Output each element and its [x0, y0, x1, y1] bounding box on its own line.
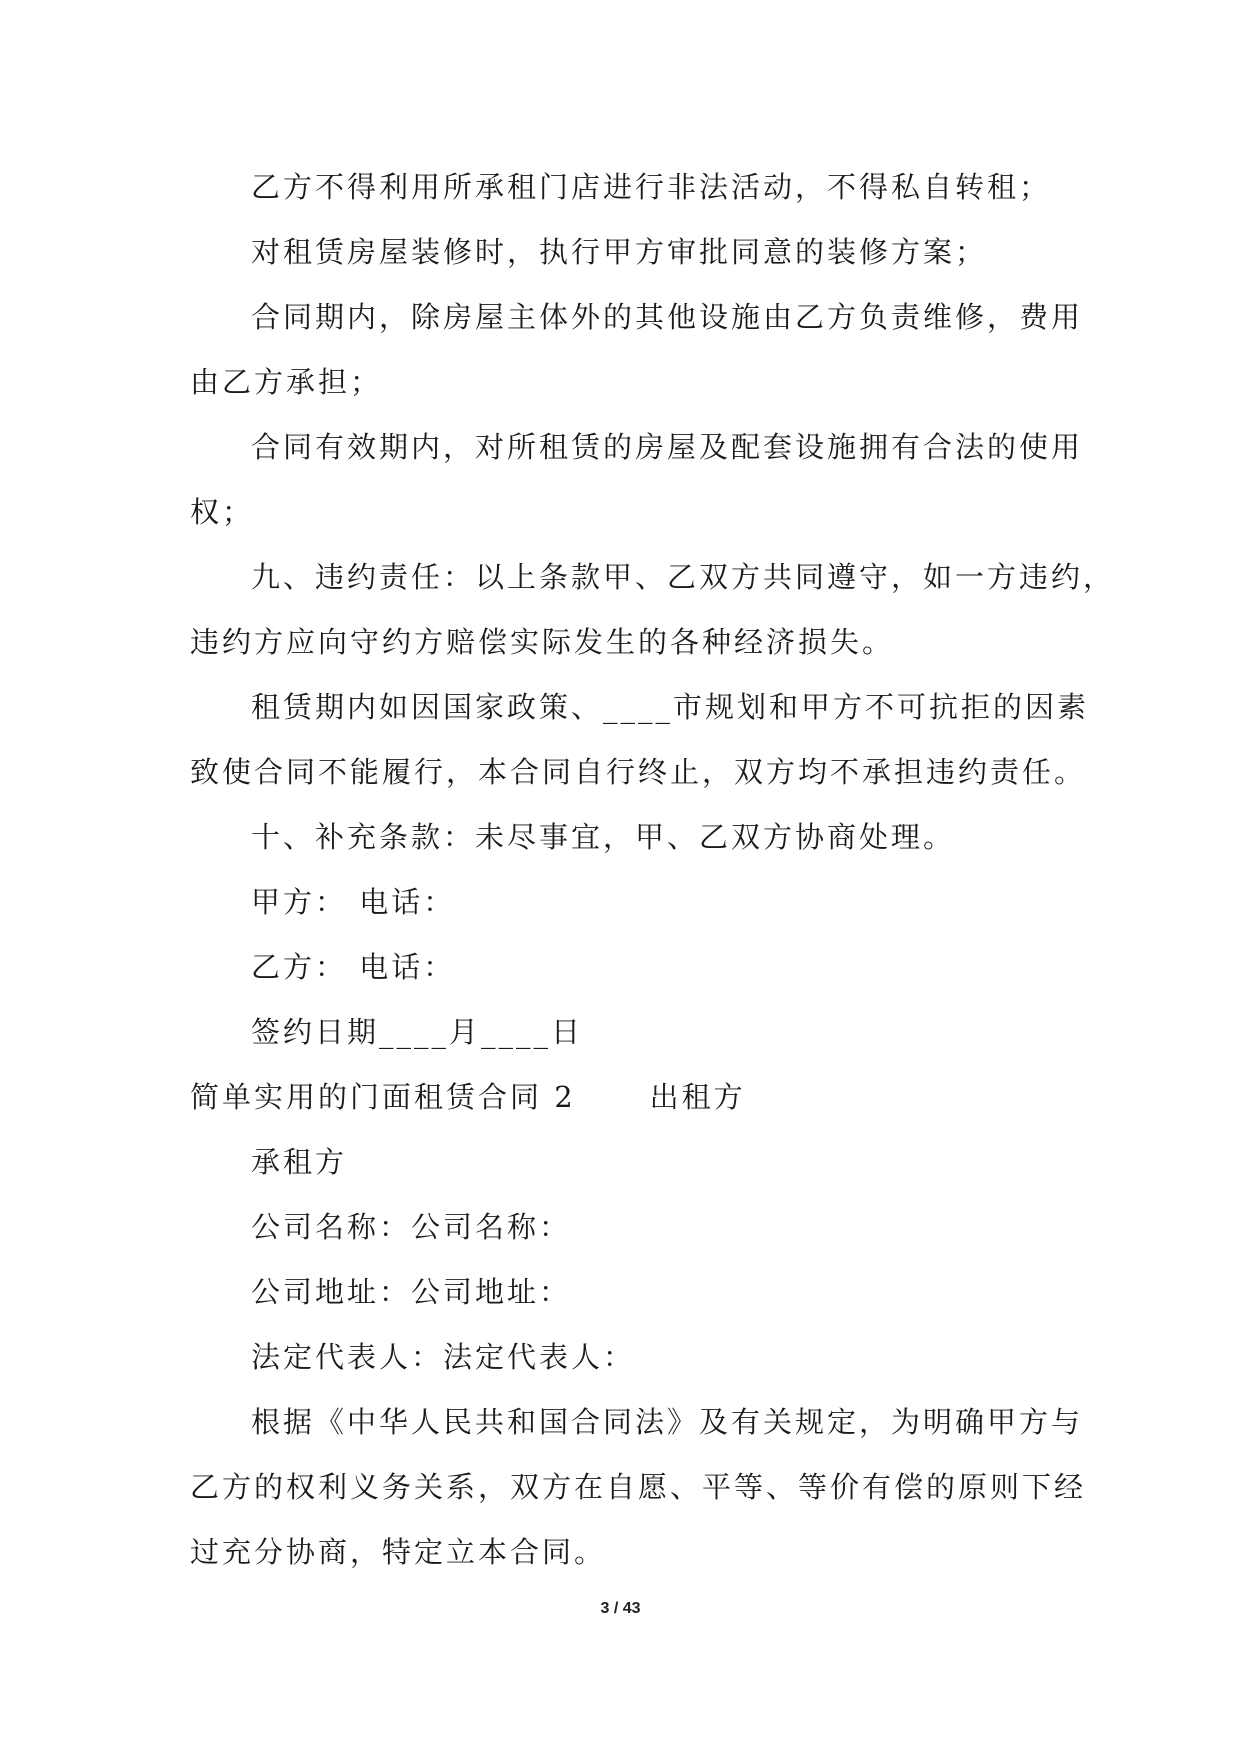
paragraph-line: 致使合同不能履行，本合同自行终止，双方均不承担违约责任。: [190, 755, 1087, 789]
document-body: [190, 155, 1116, 1585]
paragraph-line: 对租赁房屋装修时，执行甲方审批同意的装修方案；: [251, 235, 988, 269]
paragraph-line: 九、违约责任：以上条款甲、乙双方共同遵守，如一方违约，: [251, 560, 1116, 594]
company-address-line: 公司地址：公司地址：: [251, 1275, 572, 1309]
page-number: 3 / 43: [600, 1600, 641, 1617]
paragraph-line: 租赁期内如因国家政策、____市规划和甲方不可抗拒的因素: [251, 690, 1090, 724]
party-a-line: 甲方： 电话：: [251, 885, 456, 919]
paragraph-line: 过充分协商，特定立本合同。: [190, 1535, 607, 1569]
party-b-line: 乙方： 电话：: [251, 950, 456, 984]
paragraph-line: 权；: [190, 495, 255, 529]
paragraph-line: 根据《中华人民共和国合同法》及有关规定，为明确甲方与: [251, 1405, 1084, 1439]
section-title: 简单实用的门面租赁合同 2: [190, 1080, 576, 1114]
section-title-line: [190, 1065, 1060, 1130]
lessee-label: 承租方: [251, 1145, 348, 1179]
paragraph-line: 十、补充条款：未尽事宜，甲、乙双方协商处理。: [251, 820, 956, 854]
paragraph-line: 由乙方承担；: [190, 365, 383, 399]
paragraph-line: 乙方不得利用所承租门店进行非法活动，不得私自转租；: [251, 170, 1052, 204]
signing-date-line: 签约日期____月____日: [251, 1015, 584, 1049]
legal-representative-line: 法定代表人：法定代表人：: [251, 1340, 636, 1374]
paragraph-line: 违约方应向守约方赔偿实际发生的各种经济损失。: [190, 625, 895, 659]
paragraph-line: 合同有效期内，对所租赁的房屋及配套设施拥有合法的使用: [251, 430, 1084, 464]
paragraph-line: 乙方的权利义务关系，双方在自愿、平等、等价有偿的原则下经: [190, 1470, 1087, 1504]
lessor-label: 出租方: [649, 1080, 746, 1114]
paragraph-line: 合同期内，除房屋主体外的其他设施由乙方负责维修，费用: [251, 300, 1084, 334]
company-name-line: 公司名称：公司名称：: [251, 1210, 572, 1244]
